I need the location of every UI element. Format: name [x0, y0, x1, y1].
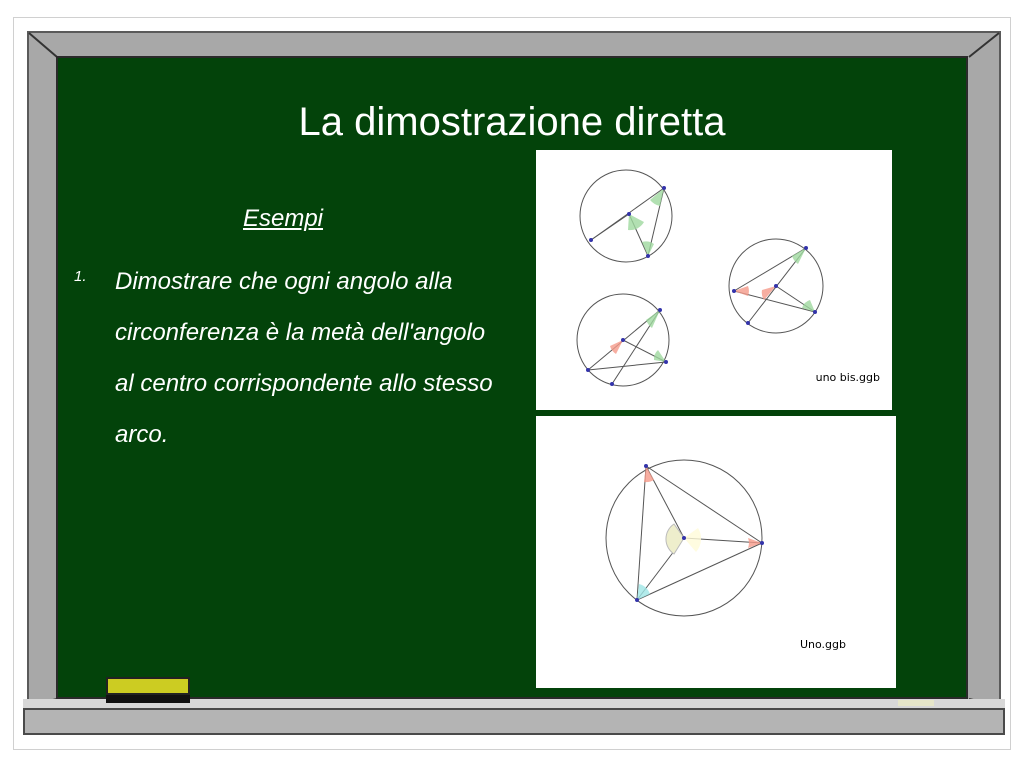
- geogebra-image-top[interactable]: [536, 150, 892, 410]
- geogebra-image-bottom[interactable]: [536, 416, 896, 688]
- eraser-icon: [106, 677, 190, 703]
- chalk-tray: [23, 708, 1005, 735]
- list-item-text: Dimostrare che ogni angolo alla circonferenza è la metà dell'angolo al centro corrispondente allo stesso arco.: [115, 268, 493, 448]
- slide-title: La dimostrazione diretta: [298, 100, 726, 144]
- chalk-piece: [898, 700, 934, 706]
- image-caption: Uno.ggb: [799, 638, 846, 651]
- image-caption: uno bis.ggb: [815, 371, 880, 384]
- slide-subtitle: Esempi: [242, 205, 324, 232]
- list-item-number: 1.: [74, 268, 87, 285]
